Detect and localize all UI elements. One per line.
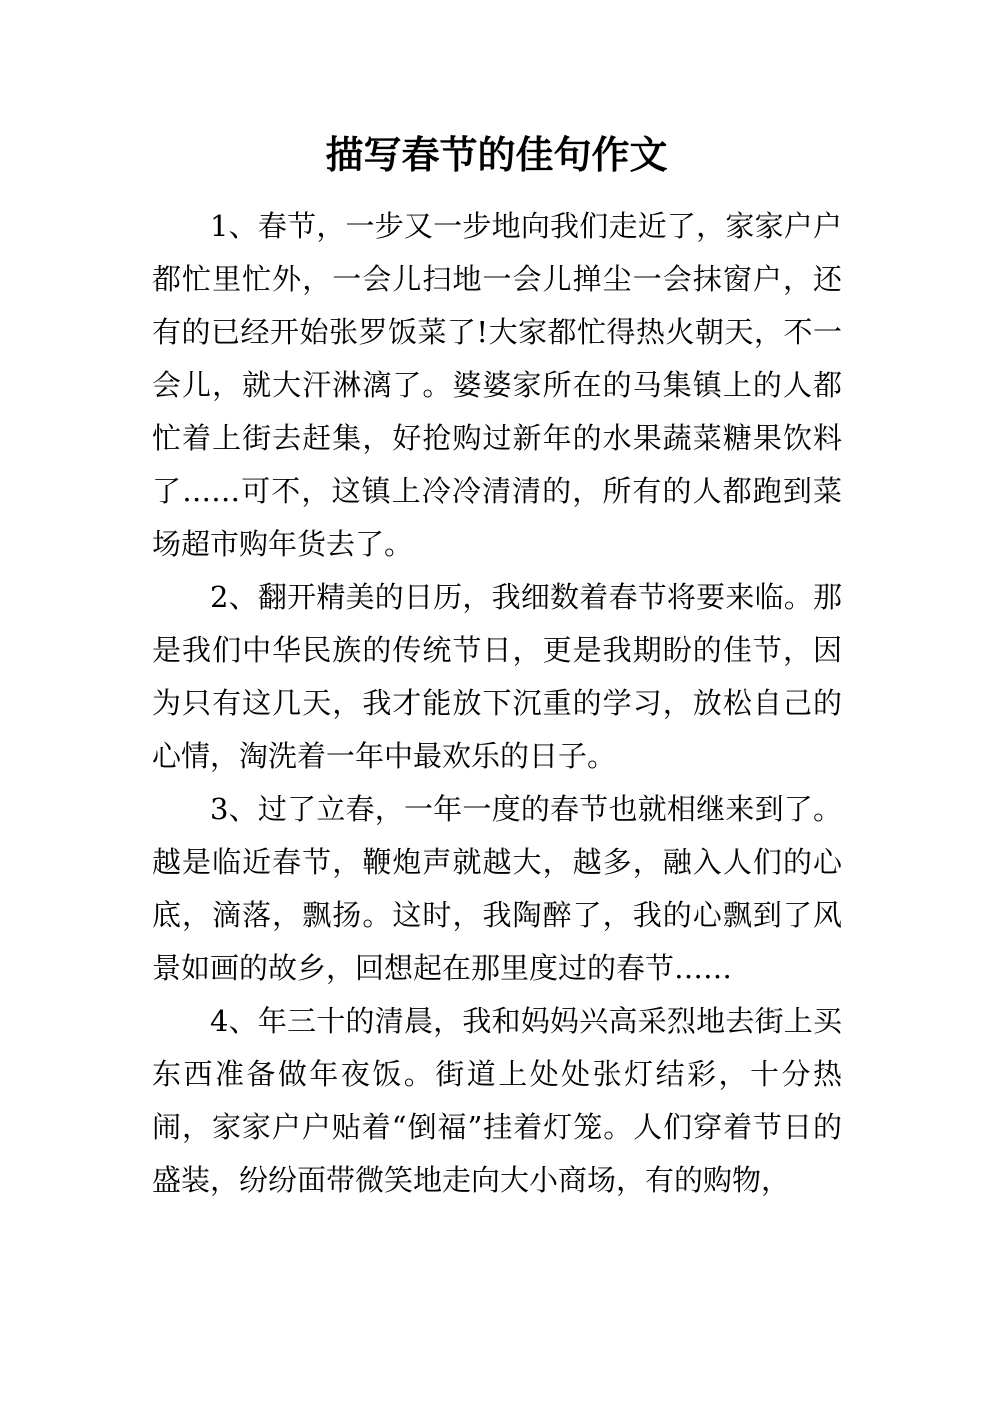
paragraph-4: 4、年三十的清晨，我和妈妈兴高采烈地去街上买东西准备做年夜饭。街道上处处张灯结彩，十分热闹，家家户户贴着“倒福”挂着灯笼。人们穿着节日的盛装，纷纷面带微笑地走向大小商场，有的购物， [152,1004,842,1197]
paragraph-2: 2、翻开精美的日历，我细数着春节将要来临。那是我们中华民族的传统节日，更是我期盼的佳节，因为只有这几天，我才能放下沉重的学习，放松自己的心情，淘洗着一年中最欢乐的日子。 [152,580,842,773]
document-body [152,200,842,1207]
paragraph-3: 3、过了立春，一年一度的春节也就相继来到了。越是临近春节，鞭炮声就越大，越多，融入人们的心底，滴落，飘扬。这时，我陶醉了，我的心飘到了风景如画的故乡，回想起在那里度过的春节…… [152,792,842,985]
document-title: 描写春节的佳句作文 [325,133,668,177]
paragraph-1: 1、春节，一步又一步地向我们走近了，家家户户都忙里忙外，一会儿扫地一会儿掸尘一会抹窗户，还有的已经开始张罗饭菜了!大家都忙得热火朝天，不一会儿，就大汗淋漓了。婆婆家所在的马集镇上的人都忙着上街去赶集，好抢购过新年的水果蔬菜糖果饮料了……可不，这镇上冷冷清清的，所有的人都跑到菜场超市购年货去了。 [152,209,842,561]
